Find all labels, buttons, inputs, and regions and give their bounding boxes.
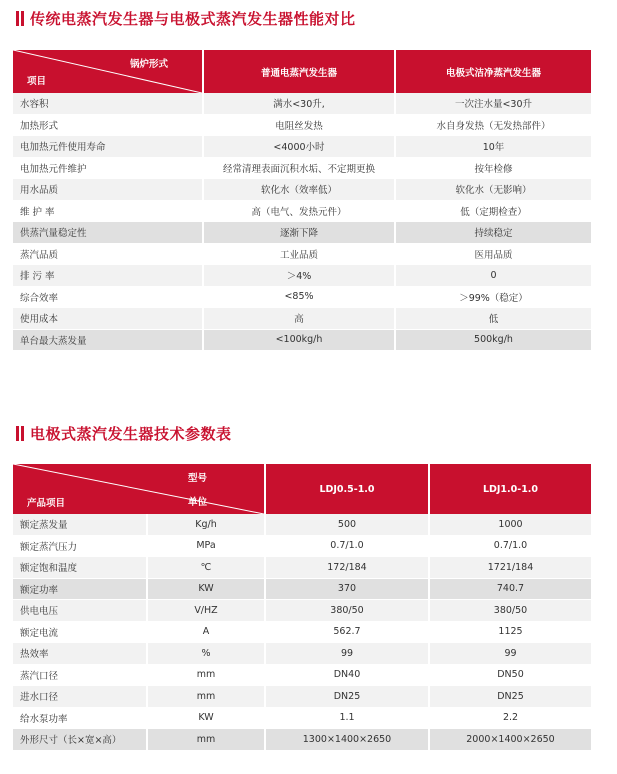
row-label: 额定蒸汽压力: [13, 536, 146, 558]
cell-unit: mm: [146, 729, 264, 751]
cell-conventional: <100kg/h: [202, 330, 394, 352]
title-bar-icon: [21, 426, 24, 441]
row-label: 水容积: [13, 93, 202, 115]
cell-model-1: DN40: [264, 665, 428, 687]
cell-conventional: 高: [202, 308, 394, 330]
row-label: 综合效率: [13, 287, 202, 309]
row-label: 额定蒸发量: [13, 514, 146, 536]
cell-model-2: 0.7/1.0: [428, 536, 591, 558]
table-row: [13, 93, 591, 115]
cell-electrode: 按年检修: [394, 158, 591, 180]
row-label: 排 污 率: [13, 265, 202, 287]
cell-model-1: 500: [264, 514, 428, 536]
row-label: 维 护 率: [13, 201, 202, 223]
section-title-text: 电极式蒸汽发生器技术参数表: [30, 425, 232, 443]
cell-conventional: 满水<30升,: [202, 93, 394, 115]
cell-model-2: 1000: [428, 514, 591, 536]
cell-model-2: 740.7: [428, 579, 591, 601]
cell-conventional: 电阻丝发热: [202, 115, 394, 137]
cell-unit: mm: [146, 665, 264, 687]
cell-conventional: <4000小时: [202, 136, 394, 158]
cell-electrode: ＞99%（稳定）: [394, 287, 591, 309]
cell-model-2: 2.2: [428, 708, 591, 730]
row-label: 蒸汽口径: [13, 665, 146, 687]
cell-conventional: ＞4%: [202, 265, 394, 287]
row-label: 电加热元件维护: [13, 158, 202, 180]
cell-model-2: 380/50: [428, 600, 591, 622]
table-row: [13, 600, 591, 622]
column-header-model-1: LDJ0.5-1.0: [264, 464, 428, 514]
cell-electrode: 一次注水量<30升: [394, 93, 591, 115]
table-row: [13, 330, 591, 352]
table-row: [13, 536, 591, 558]
cell-unit: KW: [146, 708, 264, 730]
cell-electrode: 水自身发热（无发热部件）: [394, 115, 591, 137]
table-row: [13, 514, 591, 536]
table-row: [13, 201, 591, 223]
corner-top-label: 锅炉形式: [129, 59, 168, 70]
table-row: [13, 579, 591, 601]
cell-model-1: 1.1: [264, 708, 428, 730]
row-label: 单台最大蒸发量: [13, 330, 202, 352]
row-label: 使用成本: [13, 308, 202, 330]
table-row: [13, 115, 591, 137]
cell-unit: A: [146, 622, 264, 644]
cell-unit: MPa: [146, 536, 264, 558]
cell-unit: %: [146, 643, 264, 665]
cell-electrode: 0: [394, 265, 591, 287]
cell-model-2: 99: [428, 643, 591, 665]
row-label: 供蒸汽量稳定性: [13, 222, 202, 244]
row-label: 加热形式: [13, 115, 202, 137]
cell-electrode: 持续稳定: [394, 222, 591, 244]
unit-label: 单位: [188, 497, 208, 508]
table-row: [13, 622, 591, 644]
cell-conventional: <85%: [202, 287, 394, 309]
table-row: [13, 136, 591, 158]
table-row: [13, 287, 591, 309]
cell-electrode: 10年: [394, 136, 591, 158]
section-title-specs: [16, 423, 232, 444]
row-label: 用水品质: [13, 179, 202, 201]
table-row: [13, 686, 591, 708]
model-label: 型号: [188, 473, 208, 484]
comparison-table: [13, 50, 591, 351]
cell-unit: Kg/h: [146, 514, 264, 536]
corner-header: [13, 464, 264, 514]
table-row: [13, 308, 591, 330]
cell-model-1: 370: [264, 579, 428, 601]
cell-model-1: 1300×1400×2650: [264, 729, 428, 751]
table-row: [13, 708, 591, 730]
cell-model-1: 172/184: [264, 557, 428, 579]
section-title-text: 传统电蒸汽发生器与电极式蒸汽发生器性能对比: [30, 10, 356, 28]
item-label: 产品项目: [27, 498, 66, 509]
cell-model-2: 1125: [428, 622, 591, 644]
cell-model-2: DN50: [428, 665, 591, 687]
row-label: 外形尺寸（长×宽×高）: [13, 729, 146, 751]
cell-conventional: 工业品质: [202, 244, 394, 266]
cell-model-2: DN25: [428, 686, 591, 708]
cell-model-1: 380/50: [264, 600, 428, 622]
row-label: 额定功率: [13, 579, 146, 601]
column-header-electrode: 电极式洁净蒸汽发生器: [394, 50, 591, 93]
cell-model-2: 1721/184: [428, 557, 591, 579]
cell-unit: KW: [146, 579, 264, 601]
corner-header: [13, 50, 202, 93]
table-row: [13, 158, 591, 180]
cell-model-1: 562.7: [264, 622, 428, 644]
cell-conventional: 经常清理表面沉积水垢、不定期更换: [202, 158, 394, 180]
cell-electrode: 低: [394, 308, 591, 330]
cell-electrode: 500kg/h: [394, 330, 591, 352]
row-label: 额定饱和温度: [13, 557, 146, 579]
table-row: [13, 244, 591, 266]
title-bar-icon: [21, 11, 24, 26]
row-label: 热效率: [13, 643, 146, 665]
cell-model-1: 99: [264, 643, 428, 665]
row-label: 给水泵功率: [13, 708, 146, 730]
cell-conventional: 高（电气、发热元件）: [202, 201, 394, 223]
cell-unit: V/HZ: [146, 600, 264, 622]
row-label: 供电电压: [13, 600, 146, 622]
table-row: [13, 265, 591, 287]
table-row: [13, 665, 591, 687]
table-row: [13, 643, 591, 665]
table-row: [13, 179, 591, 201]
cell-conventional: 软化水（效率低）: [202, 179, 394, 201]
cell-electrode: 低（定期检查）: [394, 201, 591, 223]
corner-bottom-label: 项目: [27, 76, 47, 87]
cell-conventional: 逐渐下降: [202, 222, 394, 244]
cell-unit: mm: [146, 686, 264, 708]
column-header-model-2: LDJ1.0-1.0: [428, 464, 591, 514]
cell-unit: ℃: [146, 557, 264, 579]
row-label: 蒸汽品质: [13, 244, 202, 266]
cell-electrode: 软化水（无影响）: [394, 179, 591, 201]
cell-model-2: 2000×1400×2650: [428, 729, 591, 751]
cell-electrode: 医用品质: [394, 244, 591, 266]
specs-table: [13, 464, 591, 751]
table-row: [13, 557, 591, 579]
section-title-comparison: [16, 8, 356, 29]
table-row: [13, 729, 591, 751]
title-bar-icon: [16, 426, 19, 441]
column-header-conventional: 普通电蒸汽发生器: [202, 50, 394, 93]
table-row: [13, 222, 591, 244]
row-label: 电加热元件使用寿命: [13, 136, 202, 158]
title-bar-icon: [16, 11, 19, 26]
cell-model-1: DN25: [264, 686, 428, 708]
row-label: 额定电流: [13, 622, 146, 644]
row-label: 进水口径: [13, 686, 146, 708]
cell-model-1: 0.7/1.0: [264, 536, 428, 558]
